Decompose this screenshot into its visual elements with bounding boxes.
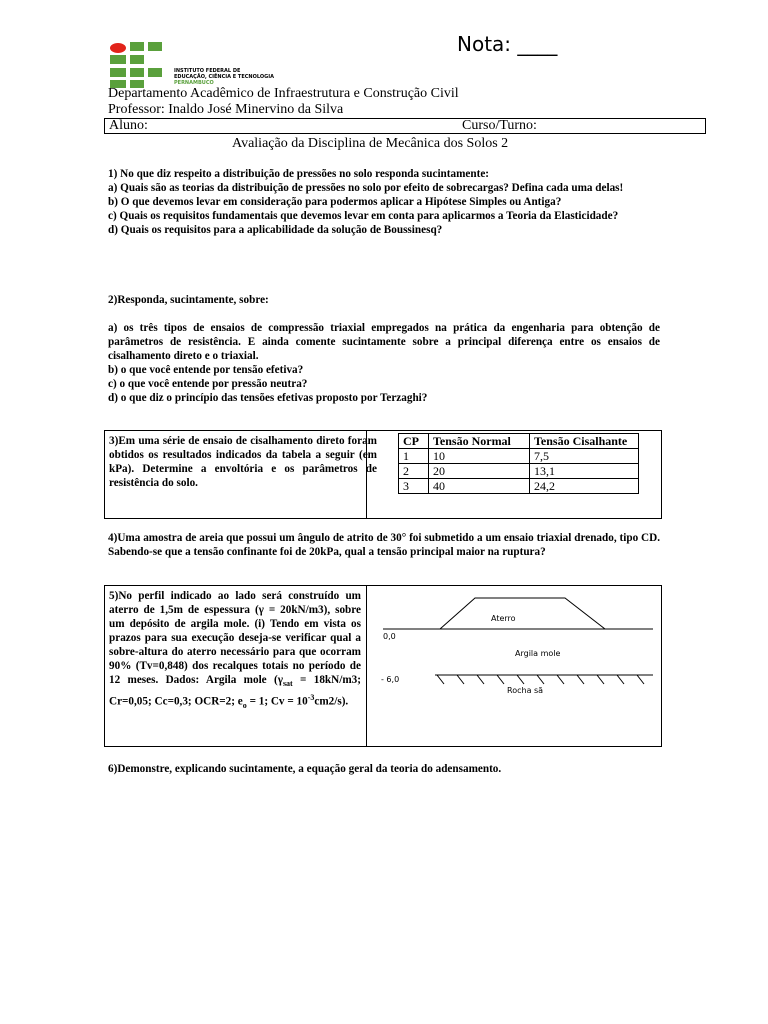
soil-profile-diagram [375,591,657,701]
q1-c: c) Quais os requisitos fundamentais que devemos levar em conta para aplicarmos a Teoria da Elasticidade? [108,210,619,222]
rocha-label: Rocha sã [507,686,544,695]
level-top-label: 0,0 [383,632,396,641]
table-cell: 7,5 [530,449,639,464]
department-line: Departamento Acadêmico de Infraestrutura e Construção Civil [108,86,459,101]
q2-c: c) o que você entende por pressão neutra? [108,378,308,390]
table-header-cell: Tensão Cisalhante [530,434,639,449]
level-bottom-label: - 6,0 [381,675,400,684]
q5-sat-sub: sat [282,679,293,689]
q1-stem: 1) No que diz respeito a distribuição de pressões no solo responda sucintamente: [108,168,490,180]
question-5-box [104,585,662,747]
q5-eo-sub: o [242,701,247,711]
institute-logo [110,42,300,88]
table-row [399,449,639,464]
professor-line: Professor: Inaldo José Minervino da Silva [108,102,344,117]
table-cell: 20 [429,464,530,479]
table-cell: 40 [429,479,530,494]
q5-text-a: 5)No perfil indicado ao lado será construído um aterro de 1,5m de espessura (γ = 20kN/m3), sobre um depósito de argila mole. (i) Tendo em vista os prazos para sua execução deseja-se verificar qual a sobre-altura do aterro necessário para que ocorram 90% (Tv=0,848) dos recalques totais no período de 12 meses. Dados: Argila mole (γ [109,590,361,686]
aluno-label: Aluno: [109,118,148,133]
table-row [399,479,639,494]
logo-text-line2: EDUCAÇÃO, CIÊNCIA E TECNOLOGIA [174,74,274,80]
q5-exponent: -3 [307,693,315,703]
q2-a: a) os três tipos de ensaios de compressão triaxial empregados na prática da engenharia para obtenção de parâmetros de resistência. E ainda comente sucintamente sobre a principal diferença entre os ensaios de cisalhamento direto e o triaxial. [108,322,660,362]
question-2 [108,293,660,405]
q1-a: a) Quais são as teorias da distribuição de pressões no solo por efeito de sobrecargas? Defina cada uma delas! [108,182,624,194]
shear-test-table [398,433,639,494]
table-cell: 24,2 [530,479,639,494]
q1-d: d) Quais os requisitos para a aplicabilidade da solução de Boussinesq? [108,224,443,236]
q2-stem: 2)Responda, sucintamente, sobre: [108,294,269,306]
question-1 [108,167,660,237]
logo-text-line1: INSTITUTO FEDERAL DE [174,68,241,74]
question-6 [108,762,660,776]
q5-text-d: cm2/s). [314,695,349,708]
q5-text-b: = 18kN/m3; Cr=0,05; Cc=0,3; OCR=2; e [109,674,361,708]
q5-text-c: = 1; Cv = 10 [246,695,308,708]
q2-b: b) o que você entende por tensão efetiva? [108,364,304,376]
table-header-cell: Tensão Normal [429,434,530,449]
exam-title: Avaliação da Disciplina de Mecânica dos Solos 2 [232,136,509,151]
table-header-cell: CP [399,434,429,449]
grade-label: Nota: ____ [457,32,558,56]
aterro-trapezoid [440,598,605,629]
logo-text-line3: PERNAMBUCO [174,80,214,86]
q5-text [109,589,361,713]
table-header-row [399,434,639,449]
curso-turno-label: Curso/Turno: [462,118,537,133]
q3-text: 3)Em uma série de ensaio de cisalhamento direto foram obtidos os resultados indicados da tabela a seguir (em kPa). Determine a envoltória e os parâmetros de resistência do solo. [109,435,377,489]
argila-label: Argila mole [515,649,561,658]
q6-text: 6)Demonstre, explicando sucintamente, a equação geral da teoria do adensamento. [108,763,502,775]
question-4 [108,531,660,559]
q2-d: d) o que diz o princípio das tensões efetivas proposto por Terzaghi? [108,392,428,404]
table-row [399,464,639,479]
aterro-label: Aterro [491,614,516,623]
table-cell: 10 [429,449,530,464]
table-cell: 1 [399,449,429,464]
q1-b: b) O que devemos levar em consideração para podermos aplicar a Hipótese Simples ou Antiga? [108,196,562,208]
table-cell: 2 [399,464,429,479]
q4-text: 4)Uma amostra de areia que possui um ângulo de atrito de 30° foi submetido a um ensaio triaxial drenado, tipo CD. Sabendo-se que a tensão confinante foi de 20kPa, qual a tensão principal maior na ruptura? [108,532,660,558]
table-cell: 13,1 [530,464,639,479]
student-info-box [104,118,706,134]
question-3-box [104,430,662,519]
rock-hatching [437,675,644,684]
table-cell: 3 [399,479,429,494]
